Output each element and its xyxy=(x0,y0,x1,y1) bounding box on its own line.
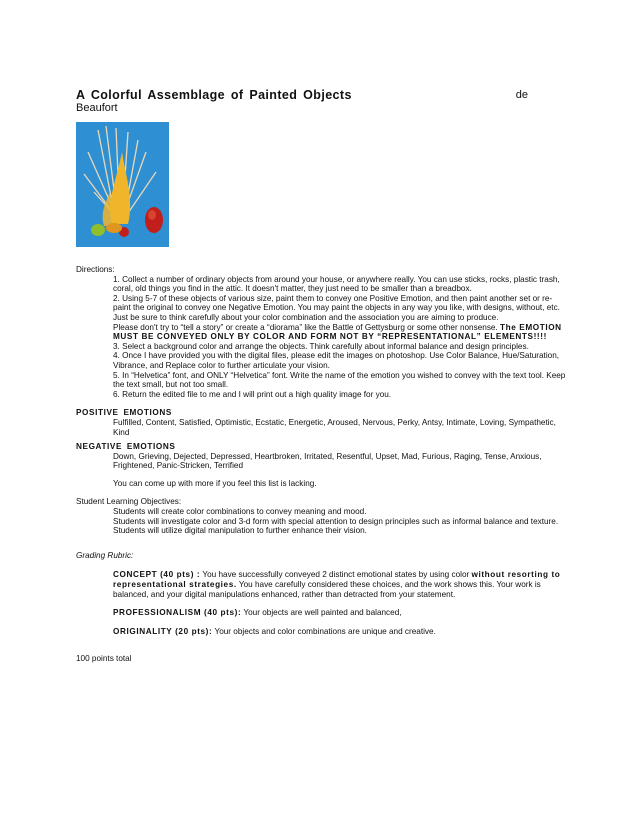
spacer xyxy=(76,471,566,479)
direction-note-text: Please don't try to “tell a story” or create a “diorama” like the Battle of Gettysburg or some other nonsense. xyxy=(113,322,498,332)
points-total: 100 points total xyxy=(76,654,132,664)
directions-list xyxy=(76,275,566,400)
title-row xyxy=(76,88,566,114)
objectives-label: Student Learning Objectives: xyxy=(76,497,182,507)
directions-label: Directions: xyxy=(76,265,115,274)
direction-item: 4. Once I have provided you with the digital files, please edit the images on photoshop. Use Color Balance, Hue/Saturation, Vibrance, and Replace color to further articulate your vision. xyxy=(113,351,560,370)
originality-label: ORIGINALITY (20 pts): xyxy=(113,626,213,636)
negative-heading: NEGATIVE EMOTIONS xyxy=(76,442,176,452)
rubric-originality xyxy=(76,627,566,637)
spacer xyxy=(76,599,566,608)
direction-item: 3. Select a background color and arrange the objects. Think carefully about informal balance and design principles. xyxy=(113,341,529,351)
spacer xyxy=(76,399,566,408)
negative-note: You can come up with more if you feel this list is lacking. xyxy=(113,478,317,488)
document-title: A Colorful Assemblage of Painted Objects xyxy=(76,88,352,102)
direction-item: 6. Return the edited file to me and I will print out a high quality image for you. xyxy=(113,389,392,399)
author-last: Beaufort xyxy=(76,102,118,114)
objective-item: Students will utilize digital manipulation to further enhance their vision. xyxy=(113,526,367,536)
direction-note xyxy=(113,323,566,342)
objective-item: Students will create color combinations to convey meaning and mood. xyxy=(113,507,367,517)
objective-item: Students will investigate color and 3-d form with special attention to design principles such as informal balance and texture. xyxy=(113,516,559,526)
spacer xyxy=(76,488,566,497)
positive-heading: POSITIVE EMOTIONS xyxy=(76,408,172,418)
spacer xyxy=(76,636,566,654)
originality-text: Your objects and color combinations are unique and creative. xyxy=(214,626,436,636)
spacer xyxy=(76,560,566,570)
negative-list: Down, Grieving, Dejected, Depressed, Heartbroken, Irritated, Resentful, Upset, Mad, Furious, Raging, Tense, Anxious, Frightened, Panic-Stricken, Terrified xyxy=(113,451,542,471)
body-text xyxy=(76,265,566,664)
concept-text-2: You have carefully considered these choices, and the work shows this. Your work is balanced, and your digital manipulations enhanced, rather than detracted from your statement. xyxy=(113,580,541,599)
assemblage-photo xyxy=(76,122,169,247)
spacer xyxy=(76,618,566,627)
direction-item: 1. Collect a number of ordinary objects from around your house, or anywhere really. You can use sticks, rocks, plastic trash, coral, old things you find in the attic. It doesn't matter, they just need to be smaller than a breadbox. xyxy=(113,274,560,294)
objectives-list xyxy=(76,507,566,536)
author-first: de xyxy=(515,89,528,101)
professionalism-text: Your objects are well painted and balanced, xyxy=(243,608,402,618)
direction-note-emphasis: The EMOTION MUST BE CONVEYED ONLY BY COLOR AND FORM NOT BY “REPRESENTATIONAL” ELEMENTS!!!! xyxy=(113,322,562,342)
positive-list: Fulfilled, Content, Satisfied, Optimistic, Ecstatic, Energetic, Aroused, Nervous, Perky, Antsy, Intimate, Loving, Sympathetic, Kind xyxy=(113,417,556,437)
professionalism-label: PROFESSIONALISM (40 pts): xyxy=(113,608,242,618)
rubric-professionalism xyxy=(76,608,566,618)
rubric-concept xyxy=(76,570,566,599)
rubric-label: Grading Rubric: xyxy=(76,550,134,560)
direction-item: 2. Using 5-7 of these objects of various size, paint them to convey one Positive Emotion, and then paint another set or re-paint the original to convey one Negative Emotion. You may paint the objects in any way you like, with designs, without, etc. Just be sure to think carefully about your color combination and the association you are aiming to produce. xyxy=(113,293,560,322)
direction-item: 5. In “Helvetica” font, and ONLY “Helvetica” font. Write the name of the emotion you wished to convey with the text tool. Keep the text small, but not too small. xyxy=(113,370,566,390)
concept-emphasis: without resorting to representational strategies. xyxy=(113,570,561,590)
spacer xyxy=(76,536,566,551)
concept-label: CONCEPT (40 pts) : xyxy=(113,570,201,580)
concept-text-1: You have successfully conveyed 2 distinct emotional states by using color xyxy=(202,570,470,580)
